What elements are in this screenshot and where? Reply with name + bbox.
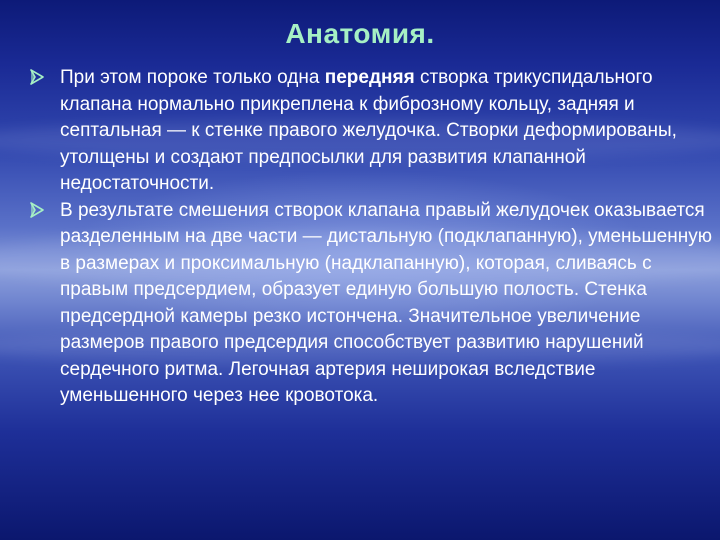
bullet-item	[30, 65, 720, 198]
slide-title: Анатомия.	[285, 18, 435, 49]
slide-content	[30, 65, 720, 410]
bullet-text: При этом пороке только одна передняя створка трикуспидального клапана нормально прикреплена к фиброзному кольцу, задняя и септальная — к стенке правого желудочка. Створки деформированы, утолщены и создают предпосылки для развития клапанной недостаточности.	[60, 67, 677, 194]
bullet-item	[30, 198, 720, 410]
bullet-text: В результате смешения створок клапана правый желудочек оказывается разделенным на две части — дистальную (подклапанную), уменьшенную в размерах и проксимальную (надклапанную), которая, сливаясь с правым предсердием, образует единую большую полость. Стенка предсердной камеры резко истончена. Значительное увеличение размеров правого предсердия способствует развитию нарушений сердечного ритма. Легочная артерия неширокая вследствие уменьшенного через нее кровотока.	[60, 199, 712, 406]
emphasis-text: передняя	[324, 67, 415, 88]
arrowhead-bullet-icon	[30, 202, 44, 218]
arrowhead-bullet-icon	[30, 69, 44, 85]
